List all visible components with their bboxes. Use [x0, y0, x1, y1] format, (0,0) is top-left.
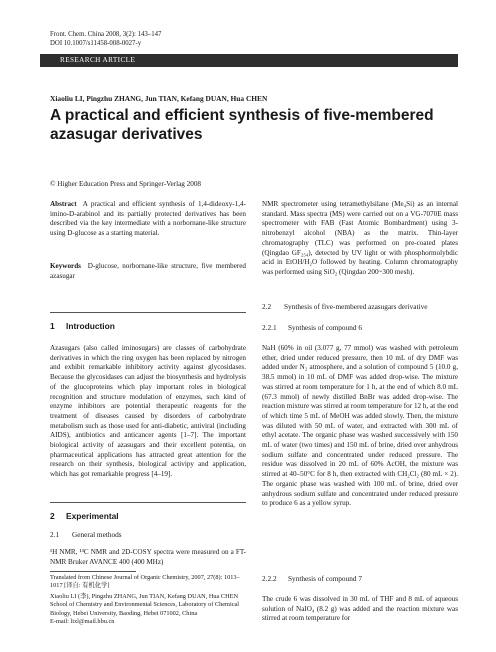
- subsection-number: 2.2.1: [262, 323, 277, 332]
- footnote-affiliation: School of Chemistry and Environmental Sciences, Laboratory of Chemical Biology, Hebei University, Baoding, Hebei 071002, China: [50, 601, 240, 617]
- footnote-email: E-mail: lixl@mail.hbu.cn: [50, 618, 115, 626]
- section-title: Experimental: [66, 511, 119, 521]
- keywords-text: D-glucose, norbornane-like structure, five membered azasugar: [50, 262, 246, 280]
- introduction-text: Azasugars (also called iminosugars) are classes of carbohydrate derivatives in which the ring oxygen has been replaced by nitrogen and exhibit remarkable inhibitory activity against glycosidases. Because the glycosidases can adjust the biosynthesis and hydrolysis of the glucoproteins which play important roles in biological recognition and structure modulation of enzymes, such kind of enzyme inhibitors are potential therapeutic reagents for the treatment of diseases caused by disorders of carbohydrate metabolism such as those used for anti-diabetic, antiviral (including AIDS), antibiotics and anticancer agents [1–7]. The important biological activity of azasugars and their excellent potentia, on pharmaceutical applications has attracted great attention for the research on their synthesis, biological activipy and application, which has got remarkable progress [4–19].: [50, 344, 246, 479]
- doi: DOI 10.1007/s11458-008-0027-y: [50, 40, 142, 47]
- subsection-heading-general-methods: [50, 530, 122, 539]
- paper-title: A practical and efficient synthesis of five-membered azasugar derivatives: [50, 107, 434, 143]
- subsection-title: Synthesis of compound 6: [288, 323, 362, 332]
- journal-header: [50, 30, 161, 48]
- subsection-heading-2-2-1: [262, 323, 362, 332]
- abstract: [50, 200, 246, 239]
- subsection-title: Synthesis of compound 7: [288, 574, 362, 583]
- author-list: Xiaoliu LI, Pingzhu ZHANG, Jun TIAN, Kefang DUAN, Hua CHEN: [50, 94, 268, 103]
- footnote-rule: [50, 571, 136, 572]
- footnote: [50, 574, 246, 626]
- procedure-compound-6: NaH (60% in oil (3.077 g, 77 mmol) was washed with petroleum ether, dried under reduced pressure, then 10 mL of dry DMF was added under N₂ atmosphere, and a solution of compound 5 (10.0 g, 38.5 mmol) in 10 mL of DMF was added drop-wise. The mixture was stirred at room temperature for 1 h, at the end of which 8.0 mL (67.3 mmol) of newly distilled BnBr was added drop-wise. The reaction mixture was stirred at room temperature for 12 h, at the end of which time 5 mL of MeOH was added slowly. Then, the mixture was diluted with 50 mL of water, and extracted with 300 mL of ethyl acetate. The organic phase was washed successively with 150 mL of water (two times) and 150 mL of brine, dried over anhydrous sodium sulfate and concentrated under reduced pressure. The residue was dissolved in 20 mL of 60% AcOH, the mixture was stirred at 40–50°C for 8 h, then extracted with CH₂Cl₂ (80 mL × 2). The organic phase was washed with 100 mL of brine, dried over anhydrous sodium sulfate and concentrated under reduced pressure to produce 6 as a yellow syrup.: [262, 344, 458, 508]
- subsection-number: 2.2.2: [262, 574, 277, 583]
- copyright-notice: © Higher Education Press and Springer-Verlag 2008: [50, 180, 202, 188]
- subsection-heading-2-2-2: [262, 574, 362, 583]
- article-type-band: [40, 54, 458, 67]
- section-heading-introduction: [50, 321, 115, 331]
- abstract-label: Abstract: [50, 200, 77, 208]
- subsection-title: Synthesis of five-membered azasugars derivative: [284, 302, 428, 311]
- footnote-authors: Xiaoliu LI (李), Pingzhu ZHANG, Jun TIAN, Kefang DUAN, Hua CHEN: [50, 592, 239, 600]
- journal-citation: Front. Chem. China 2008, 3(2): 143–147: [50, 31, 162, 38]
- subsection-number: 2.1: [50, 530, 60, 539]
- article-type-label: RESEARCH ARTICLE: [60, 56, 136, 64]
- general-methods-continued: NMR spectrometer using tetramethylsilane (Me₄Si) as an internal standard. Mass spectra (MS) were carried out on a VG-7070E mass spectrometer with FAB (Fast Atomic Bombardment) using 3-nitrobenzyl alcohol (NBA) as the matrix. Thin-layer chromatography (TLC) was performed on pre-coated plates (Qingdao GF₂₅₄), detected by UV light or with phosphormolybdic acid in EtOH/H₂O followed by heating. Column chromatography was performed using SiO₂ (Qingdao 200~300 mesh).: [262, 200, 458, 276]
- section-divider: [50, 312, 246, 313]
- keywords: [50, 262, 246, 281]
- procedure-compound-7: The crude 6 was dissolved in 30 mL of THF and 8 mL of aqueous solution of NaIO₄ (8.2 g) was added and the reaction mixture was stirred at room temperature for: [262, 595, 458, 623]
- footnote-translation: Translated from Chinese Journal of Organic Chemistry, 2007, 27(8): 1013–1017 [译自: 有机化学]: [50, 574, 240, 590]
- section-divider: [50, 502, 246, 503]
- section-number: 1: [50, 321, 55, 331]
- section-heading-experimental: [50, 511, 119, 521]
- subsection-number: 2.2: [262, 302, 272, 311]
- abstract-text: A practical and efficient synthesis of 1,4-dideoxy-1,4-imino-D-arabinol and its partially protected derivatives has been described via the key intermediate with a norbornane-like structure using D-glucose as a starting material.: [50, 200, 246, 238]
- keywords-label: Keywords: [50, 262, 81, 270]
- subsection-title: General methods: [72, 530, 122, 539]
- section-title: Introduction: [66, 321, 115, 331]
- section-number: 2: [50, 511, 55, 521]
- nmr-text: ¹H NMR, ¹³C NMR and 2D-COSY spectra were measured on a FT-NMR Bruker AVANCE 400 (400 MHz): [50, 548, 246, 566]
- subsection-heading-2-2: [262, 302, 427, 311]
